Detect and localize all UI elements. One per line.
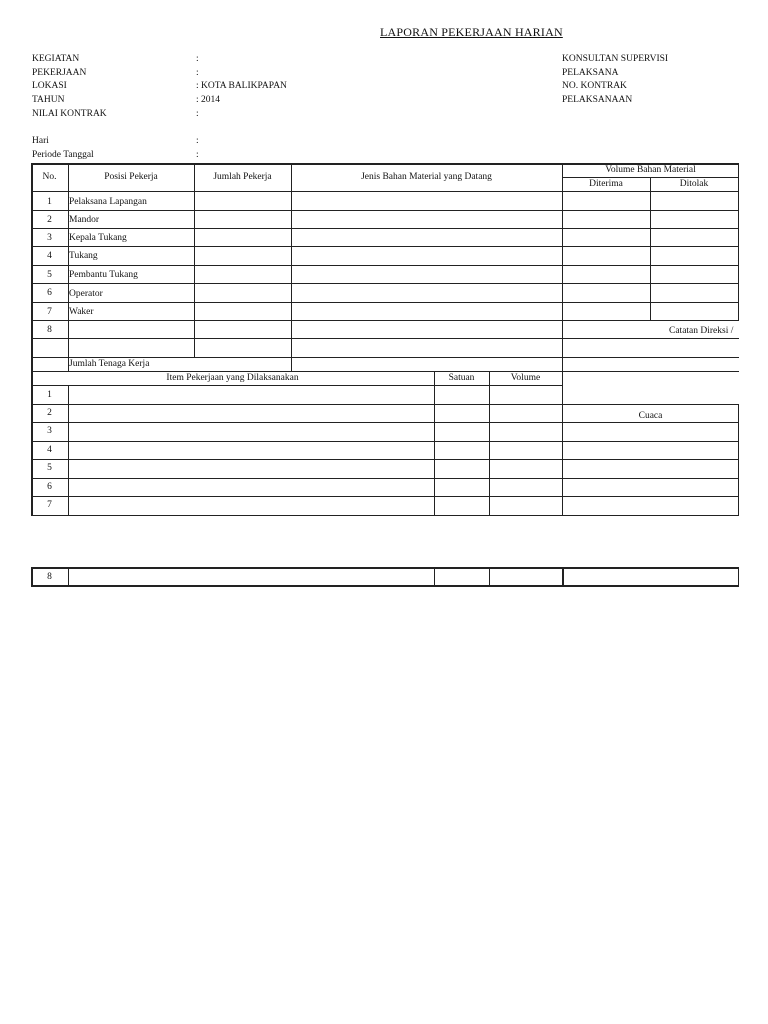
label-pelaksanaan: PELAKSANAAN — [562, 95, 633, 105]
item-row-no: 7 — [47, 500, 52, 510]
row-posisi: Waker — [69, 307, 94, 317]
value-hari: : — [196, 136, 199, 146]
label-hari: Hari — [32, 136, 49, 146]
row-no: 1 — [47, 197, 52, 207]
cuaca-label: Cuaca — [638, 411, 663, 421]
col-header-item-pekerjaan: Item Pekerjaan yang Dilaksanakan — [166, 373, 299, 383]
value-tahun: : 2014 — [196, 95, 221, 105]
page-title: LAPORAN PEKERJAAN HARIAN — [380, 25, 563, 39]
value-lokasi: : KOTA BALIKPAPAN — [196, 81, 287, 91]
col-header-diterima: Diterima — [589, 179, 623, 189]
label-konsultan-supervisi: KONSULTAN SUPERVISI — [562, 54, 669, 64]
label-periode-tanggal: Periode Tanggal — [32, 150, 94, 160]
label-lokasi: LOKASI — [32, 81, 67, 91]
row-posisi: Kepala Tukang — [69, 233, 127, 243]
row-posisi: Pembantu Tukang — [69, 270, 138, 280]
row-no: 5 — [47, 270, 52, 280]
col-header-volume-bahan: Volume Bahan Material — [605, 165, 696, 175]
total-tenaga-kerja-label: Jumlah Tenaga Kerja — [69, 359, 150, 369]
label-pekerjaan: PEKERJAAN — [32, 68, 87, 78]
value-kegiatan: : — [196, 54, 199, 64]
row-no: 8 — [47, 325, 52, 335]
item-row-no: 4 — [47, 445, 52, 455]
col-header-jenis-bahan: Jenis Bahan Material yang Datang — [361, 172, 492, 182]
col-header-ditolak: Ditolak — [679, 179, 709, 189]
label-no-kontrak: NO. KONTRAK — [562, 81, 627, 91]
item-row-no: 6 — [47, 482, 52, 492]
row-no: 6 — [47, 288, 52, 298]
col-header-jumlah: Jumlah Pekerja — [213, 172, 272, 182]
row-no: 4 — [47, 251, 52, 261]
label-nilai-kontrak: NILAI KONTRAK — [32, 109, 107, 119]
label-kegiatan: KEGIATAN — [32, 54, 80, 64]
col-header-no: No. — [42, 172, 57, 182]
item-row-no: 3 — [47, 426, 52, 436]
col-header-posisi: Posisi Pekerja — [104, 172, 158, 182]
value-pekerjaan: : — [196, 68, 199, 78]
label-tahun: TAHUN — [32, 95, 65, 105]
row-posisi: Mandor — [69, 215, 100, 225]
value-periode-tanggal: : — [196, 150, 199, 160]
item-row-no: 5 — [47, 463, 52, 473]
item-row-no: 1 — [47, 390, 52, 400]
value-nilai-kontrak: : — [196, 109, 199, 119]
row-no: 7 — [47, 307, 52, 317]
label-pelaksana: PELAKSANA — [562, 68, 619, 78]
row-no: 2 — [47, 215, 52, 225]
col-header-satuan: Satuan — [448, 373, 475, 383]
catatan-direksi-label: Catatan Direksi / — [669, 326, 734, 336]
item-row-no-extra: 8 — [47, 572, 52, 582]
col-header-volume: Volume — [510, 373, 541, 383]
row-no: 3 — [47, 233, 52, 243]
row-posisi: Tukang — [69, 251, 98, 261]
row-posisi: Operator — [69, 289, 103, 299]
item-row-no: 2 — [47, 408, 52, 418]
row-posisi: Pelaksana Lapangan — [69, 197, 147, 207]
